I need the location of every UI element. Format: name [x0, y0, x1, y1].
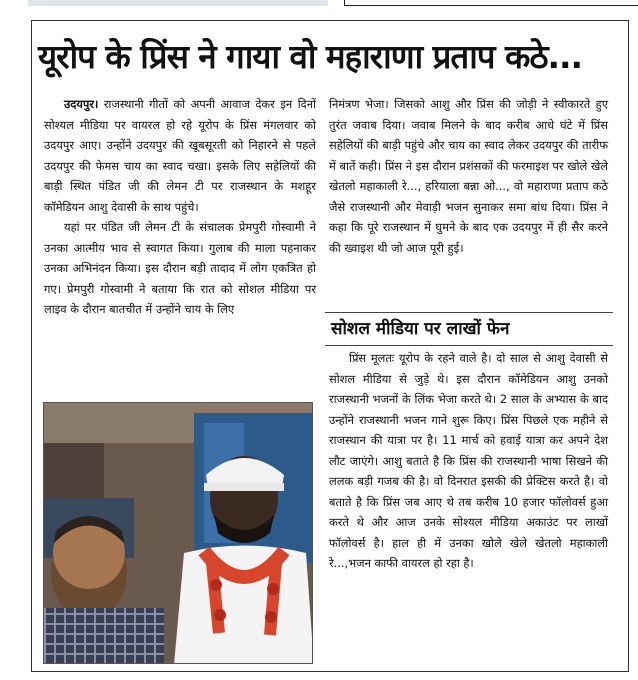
- dateline: उदयपुर।: [64, 97, 99, 111]
- right-column-top: [329, 94, 608, 258]
- subhead-box: [325, 312, 613, 346]
- adjacent-article-border: [344, 0, 638, 6]
- headline: यूरोप के प्रिंस ने गाया वो महाराणा प्रताप कठे...: [38, 37, 583, 76]
- right-paragraph-1: निमंत्रण भेजा। जिसको आशु और प्रिंस की जोड़ी ने स्वीकारते हुए तुरंत जवाब दिया। जवाब मिलने के बाद करीब आधे घंटे में प्रिंस सहेलियों की बाड़ी पहुंचे और चाय का स्वाद लेकर उदयपुर की तारीफ में बातें कही। प्रिंस ने इस दौरान प्रशंसकों की फरमाइश पर खोले खेले खेतलो महाकाली रे..., हरियाला बन्ना ओ..., वो महाराणा प्रताप कठे जैसे राजस्थानी और मेवाड़ी भजन सुनाकर समा बांध दिया। प्रिंस ने कहा कि पूरे राजस्थान में घुमने के बाद एक उदयपुर में ही सैर करने की ख्वाइश थी जो आज पूरी हुई।: [329, 97, 608, 255]
- subhead: सोशल मीडिया पर लाखों फेन: [331, 319, 510, 339]
- left-paragraph-1: [44, 94, 316, 217]
- right-paragraph-2: प्रिंस मूलतः यूरोप के रहने वाले है। दो साल से आशु देवासी से सोशल मीडिया से जुड़े थे। इस दौरान कॉमेडियन आशु उनको राजस्थानी भजनों के लिंक भेजा करते थे। 2 साल के अभ्यास के बाद उन्होंने राजस्थानी भजन गाने शुरू किए। प्रिंस पिछले एक महीने से राजस्थान की यात्रा पर है। 11 मार्च को हवाई यात्रा कर अपने देश लौट जाएंगे। आशु बताते है कि प्रिंस की राजस्थानी भाषा सिखने की ललक बड़ी गजब की है। वो दिनरात इसकी की प्रेक्टिस करते है। वो बताते है कि प्रिंस जब आए थे तब करीब 10 हजार फॉलोवर्स हुआ करते थे और आज उनके सोश्यल मीडिया अकाउंट पर लाखों फॉलोवर्स है। हाल ही में उनका खोले खेले खेतलो महाकाली रे...,भजन काफी वायरल हो रहा है।: [329, 351, 608, 570]
- news-photo: [43, 402, 313, 664]
- left-paragraph-2: यहां पर पंडित जी लेमन टी के संचालक प्रेमपुरी गोस्वामी ने उनका आत्मीय भाव से स्वागत किया। गुलाब की माला पहनाकर उनका अभिनंदन किया। इस दौरान बड़ी तादाद में लोग एकत्रित हो गए। प्रेमपुरी गोस्वामी ने बताया कि रात को सोशल मीडिया पर लाइव के दौरान बातचीत में उन्होंने चाय के लिए: [44, 220, 316, 316]
- right-column-bottom: [329, 348, 608, 574]
- adjacent-article-strip: [28, 0, 328, 6]
- photo-illustration: [44, 403, 313, 664]
- left-column: [44, 94, 316, 320]
- left-paragraph-1-text: राजस्थानी गीतों को अपनी आवाज देकर इन दिनों सोश्यल मीडिया पर वायरल हो रहे यूरोप के प्रिंस मंगलवार को उदयपुर आए। उन्होंने उदयपुर की खूबसूरती को निहारने से पहले उदयपुर की फेमस चाय का स्वाद चखा। इसके लिए सहेलियों की बाड़ी स्थित पंडित जी की लेमन टी पर राजस्थान के मशहूर कॉमेडियन आशु देवासी के साथ पहुंचे।: [44, 97, 317, 214]
